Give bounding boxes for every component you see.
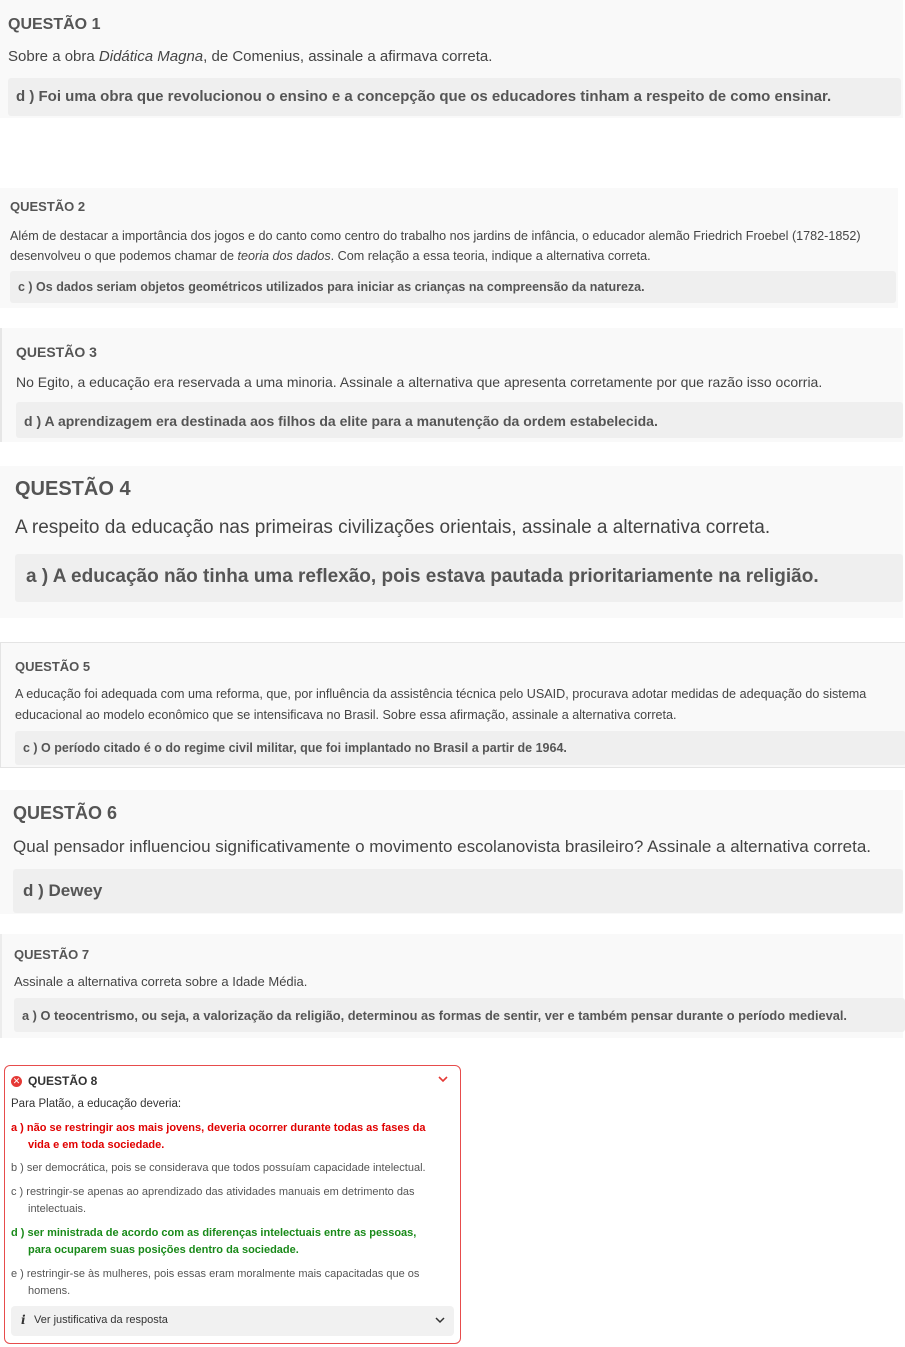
question-stem: Assinale a alternativa correta sobre a Idade Média. bbox=[14, 974, 308, 989]
question-card-3 bbox=[0, 328, 903, 442]
selected-answer: a ) A educação não tinha uma reflexão, pois estava pautada prioritariamente na religião. bbox=[15, 554, 903, 602]
question-stem: Sobre a obra Didática Magna, de Comenius, assinale a afirmava correta. bbox=[8, 48, 493, 65]
question-stem: Para Platão, a educação deveria: bbox=[11, 1098, 182, 1110]
selected-answer: d ) A aprendizagem era destinada aos filhos da elite para a manutenção da ordem estabelecida. bbox=[16, 402, 903, 438]
question-title: QUESTÃO 2 bbox=[10, 199, 86, 214]
question-title: QUESTÃO 8 bbox=[28, 1074, 98, 1088]
selected-answer: d ) Foi uma obra que revolucionou o ensino e a concepção que os educadores tinham a respeito de como ensinar. bbox=[8, 78, 901, 116]
question-title: QUESTÃO 4 bbox=[15, 478, 131, 500]
question-card-8 bbox=[4, 1065, 461, 1344]
question-stem: No Egito, a educação era reservada a uma minoria. Assinale a alternativa que apresenta corretamente por que razão isso ocorria. bbox=[16, 374, 823, 390]
question-card-5 bbox=[0, 642, 905, 768]
question-card-7 bbox=[0, 934, 903, 1038]
question-card-1 bbox=[0, 0, 903, 118]
question-card-2 bbox=[0, 188, 898, 308]
chevron-down-icon bbox=[434, 1314, 446, 1326]
info-icon: i bbox=[21, 1313, 26, 1327]
option-e: e ) restringir-se às mulheres, pois essas eram moralmente mais capacitadas que os homens. bbox=[11, 1268, 420, 1297]
question-card-4 bbox=[0, 466, 903, 618]
option-b: b ) ser democrática, pois se considerava que todos possuíam capacidade intelectual. bbox=[11, 1162, 426, 1174]
option-c: c ) restringir-se apenas ao aprendizado das atividades manuais em detrimento das intelectuais. bbox=[11, 1186, 415, 1215]
question-stem: A educação foi adequada com uma reforma, que, por influência da assistência técnica pelo USAID, procurava adotar medidas de adequação do sistema educacional ao modelo econômico que se intensificava no Brasil. Sobre essa afirmação, assinale a alternativa correta. bbox=[15, 687, 867, 722]
question-stem: Qual pensador influenciou significativamente o movimento escolanovista brasileiro? Assinale a alternativa correta. bbox=[13, 837, 872, 856]
question-title: QUESTÃO 3 bbox=[16, 344, 97, 360]
option-a: a ) não se restringir aos mais jovens, deveria ocorrer durante todas as fases da vida e em toda sociedade. bbox=[11, 1122, 426, 1151]
justification-toggle[interactable] bbox=[11, 1306, 454, 1336]
question-title: QUESTÃO 1 bbox=[8, 16, 101, 33]
selected-answer: c ) O período citado é o do regime civil militar, que foi implantado no Brasil a partir de 1964. bbox=[15, 731, 905, 765]
selected-answer: c ) Os dados seriam objetos geométricos utilizados para iniciar as crianças na compreensão da natureza. bbox=[10, 271, 896, 303]
question-card-6 bbox=[0, 790, 903, 914]
justification-label: Ver justificativa da resposta bbox=[34, 1314, 168, 1326]
question-header[interactable] bbox=[11, 1074, 97, 1088]
selected-answer: d ) Dewey bbox=[13, 869, 903, 913]
question-stem: Além de destacar a importância dos jogos e do canto como centro do trabalho nos jardins de infância, o educador alemão Friedrich Froebel (1782-1852) desenvolveu o que podemos chamar de teoria dos dados. Com relação a essa teoria, indique a alternativa correta. bbox=[10, 229, 861, 263]
error-icon: ✕ bbox=[12, 1075, 21, 1086]
question-title: QUESTÃO 6 bbox=[13, 803, 118, 823]
question-stem: A respeito da educação nas primeiras civilizações orientais, assinale a alternativa correta. bbox=[15, 517, 771, 538]
selected-answer: a ) O teocentrismo, ou seja, a valorização da religião, determinou as formas de sentir, ver e também pensar durante o período medieval. bbox=[14, 998, 905, 1032]
option-d: d ) ser ministrada de acordo com as diferenças intelectuais entre as pessoas, para ocuparem suas posições dentro da sociedade. bbox=[11, 1227, 417, 1256]
chevron-up-icon[interactable] bbox=[436, 1072, 450, 1086]
question-title: QUESTÃO 5 bbox=[15, 659, 91, 674]
question-title: QUESTÃO 7 bbox=[14, 947, 90, 962]
